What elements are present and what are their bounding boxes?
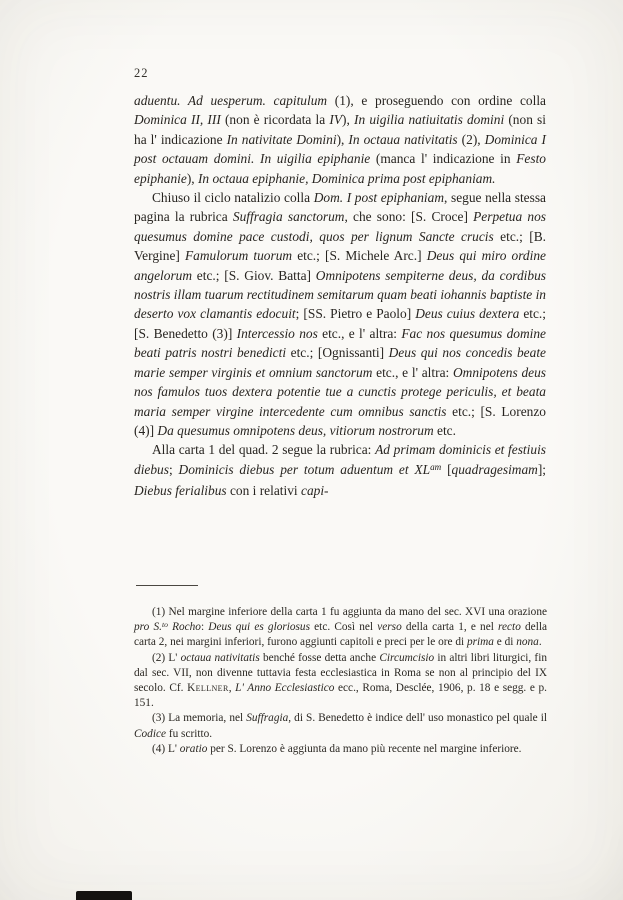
text-segment: In uigilia natiuitatis domini bbox=[354, 112, 505, 128]
text-segment: fu scritto. bbox=[166, 727, 213, 740]
text-segment: : bbox=[200, 621, 209, 634]
text-segment: etc. bbox=[433, 422, 456, 438]
text-segment: In octaua nativitatis bbox=[348, 131, 458, 147]
text-segment: Dominica II, III bbox=[134, 112, 221, 128]
text-segment: octaua nativitatis bbox=[180, 651, 260, 664]
text-segment: (non è ricordata la bbox=[220, 112, 330, 128]
text-segment: (non si ha l' indicazione bbox=[134, 112, 546, 147]
footnote-2 bbox=[134, 651, 547, 712]
text-segment: (4) L' bbox=[152, 742, 180, 755]
text-segment: , di S. Benedetto è indice dell' uso monastico pel quale il bbox=[288, 712, 547, 725]
text-segment: della carta 1, e nel bbox=[401, 621, 499, 634]
body-paragraph-1 bbox=[134, 91, 546, 188]
footnote-4 bbox=[134, 742, 547, 757]
page-number: 22 bbox=[134, 66, 149, 80]
text-segment: ]; bbox=[537, 461, 547, 477]
text-segment: Omnipotens deus nos famulos tuos dextera potentie tue a cunctis protege periculis, et beata maria semper virgine intercedente cum omnibus sanctis bbox=[134, 364, 546, 419]
text-segment: ; [SS. Pietro e Paolo] bbox=[295, 306, 416, 322]
text-segment: quadragesimam bbox=[451, 461, 538, 477]
text-segment: . bbox=[538, 636, 542, 649]
text-segment: etc.; [S. Benedetto (3)] bbox=[134, 306, 546, 341]
text-segment: , segue nella stessa pagina la rubrica bbox=[134, 190, 546, 225]
text-segment: benché fosse detta anche bbox=[259, 651, 380, 664]
text-segment: Intercessio nos bbox=[236, 325, 318, 341]
text-segment: [ bbox=[441, 461, 452, 477]
text-segment: (2), bbox=[457, 131, 485, 147]
text-segment: pro S. bbox=[134, 621, 162, 634]
text-segment: recto bbox=[498, 621, 521, 634]
text-segment: Alla carta 1 del quad. 2 segue la rubrica: bbox=[152, 442, 376, 458]
text-segment: della carta 2, nei margini inferiori, furono aggiunti capitoli e preci per le ore di bbox=[134, 621, 547, 649]
text-segment: (1), e proseguendo con ordine colla bbox=[327, 93, 546, 108]
text-segment: Deus qui es gloriosus bbox=[208, 621, 310, 634]
text-segment: etc.; [S. Giov. Batta] bbox=[192, 267, 316, 283]
text-segment: , bbox=[228, 682, 236, 695]
text-segment: Circumcisio bbox=[379, 651, 435, 664]
text-segment: etc., e l' altra: bbox=[372, 364, 453, 380]
text-segment: con i relativi bbox=[226, 483, 301, 499]
text-segment: etc., e l' altra: bbox=[317, 325, 402, 341]
text-segment: Da quesumus omnipotens deus, vitiorum nostrorum bbox=[157, 422, 434, 438]
text-segment: (3) La memoria, nel bbox=[152, 712, 247, 725]
text-segment: prima bbox=[466, 636, 494, 649]
text-segment: In nativitate Domini bbox=[226, 131, 337, 147]
body-paragraph-2 bbox=[134, 188, 546, 440]
text-segment: Diebus ferialibus bbox=[134, 483, 227, 499]
text-segment: Dom. I post epiphaniam bbox=[313, 190, 444, 206]
text-segment: ; bbox=[168, 461, 179, 477]
text-segment: am bbox=[430, 461, 442, 472]
text-segment: In octaua epiphanie, Dominica prima post epiphaniam. bbox=[197, 170, 496, 186]
text-segment: L' Anno Ecclesiastico bbox=[235, 682, 335, 695]
footnotes bbox=[134, 605, 547, 757]
text-segment: oratio bbox=[179, 742, 208, 755]
footnote-separator-rule bbox=[136, 585, 198, 586]
text-segment: Deus qui miro ordine angelorum bbox=[134, 248, 546, 283]
text-segment: to bbox=[161, 619, 168, 629]
text-segment: Festo epiphanie bbox=[134, 151, 546, 186]
text-segment: Suffragia sanctorum bbox=[232, 209, 345, 225]
text-segment: etc. Così nel bbox=[309, 621, 378, 634]
text-segment: Deus qui nos concedis beate marie semper virginis et omnium sanctorum bbox=[134, 345, 546, 380]
text-segment: in altri libri liturgici, fin dal sec. VII, non divenne tuttavia festa ecclesiastica in Roma se non al principio del IX secolo. Cf. bbox=[134, 651, 547, 695]
body-paragraph-3 bbox=[134, 440, 546, 500]
text-segment: ), bbox=[336, 131, 349, 147]
text-segment: , che sono: [S. Croce] bbox=[344, 209, 474, 225]
text-segment: (1) Nel margine inferiore della carta 1 fu aggiunta da mano del sec. XVI una orazione bbox=[152, 606, 547, 618]
text-segment: etc.; [S. Lorenzo (4)] bbox=[134, 403, 546, 438]
footnote-3 bbox=[134, 711, 547, 741]
text-segment: (manca l' indicazione in bbox=[370, 151, 517, 167]
text-segment: Famulorum tuorum bbox=[185, 248, 293, 264]
text-segment: Perpetua nos quesumus domine pace custodi, quos per lignum Sancte crucis bbox=[134, 209, 546, 244]
text-segment: Fac nos quesumus domine beati patris nostri benedicti bbox=[134, 325, 547, 361]
text-segment: Kellner bbox=[187, 682, 229, 695]
text-segment: aduentu. Ad uesperum. capitulum bbox=[134, 93, 328, 108]
text-segment: e di bbox=[493, 636, 517, 649]
text-segment: Rocho bbox=[167, 621, 201, 634]
text-segment: Suffragia bbox=[246, 712, 289, 725]
text-segment: Omnipotens sempiterne deus, da cordibus nostris illam tuarum rectitudinem semitarum quam beati iohannis baptiste in deserto vox clamantis edocuit bbox=[134, 267, 547, 322]
text-segment: Dominica I post octauam domini. In uigilia epiphanie bbox=[134, 131, 546, 167]
text-segment: capi- bbox=[301, 483, 329, 499]
footnote-1 bbox=[134, 605, 547, 651]
text-segment: verso bbox=[377, 621, 402, 634]
text-segment: etc.; [S. Michele Arc.] bbox=[292, 248, 427, 264]
body-text bbox=[134, 91, 546, 501]
text-segment: Ad primam dominicis et festiuis diebus bbox=[134, 442, 547, 477]
scan-artifact bbox=[76, 891, 132, 900]
text-segment: etc.; [B. Vergine] bbox=[134, 228, 547, 264]
text-segment: etc.; [Ognissanti] bbox=[286, 345, 389, 361]
text-segment: ), bbox=[186, 170, 198, 186]
text-segment: per S. Lorenzo è aggiunta da mano più recente nel margine inferiore. bbox=[207, 742, 522, 755]
text-segment: IV bbox=[329, 112, 343, 128]
text-segment: (2) L' bbox=[152, 651, 181, 664]
text-segment: nona bbox=[516, 636, 539, 649]
text-segment: ), bbox=[342, 112, 355, 128]
text-segment: Dominicis diebus per totum aduentum et XL bbox=[178, 461, 431, 477]
text-segment: Codice bbox=[134, 727, 166, 740]
text-segment: ecc., Roma, Desclée, 1906, p. 18 e segg. e p. 151. bbox=[134, 682, 547, 710]
text-segment: Chiuso il ciclo natalizio colla bbox=[152, 190, 314, 206]
text-segment: Deus cuius dextera bbox=[415, 306, 520, 322]
